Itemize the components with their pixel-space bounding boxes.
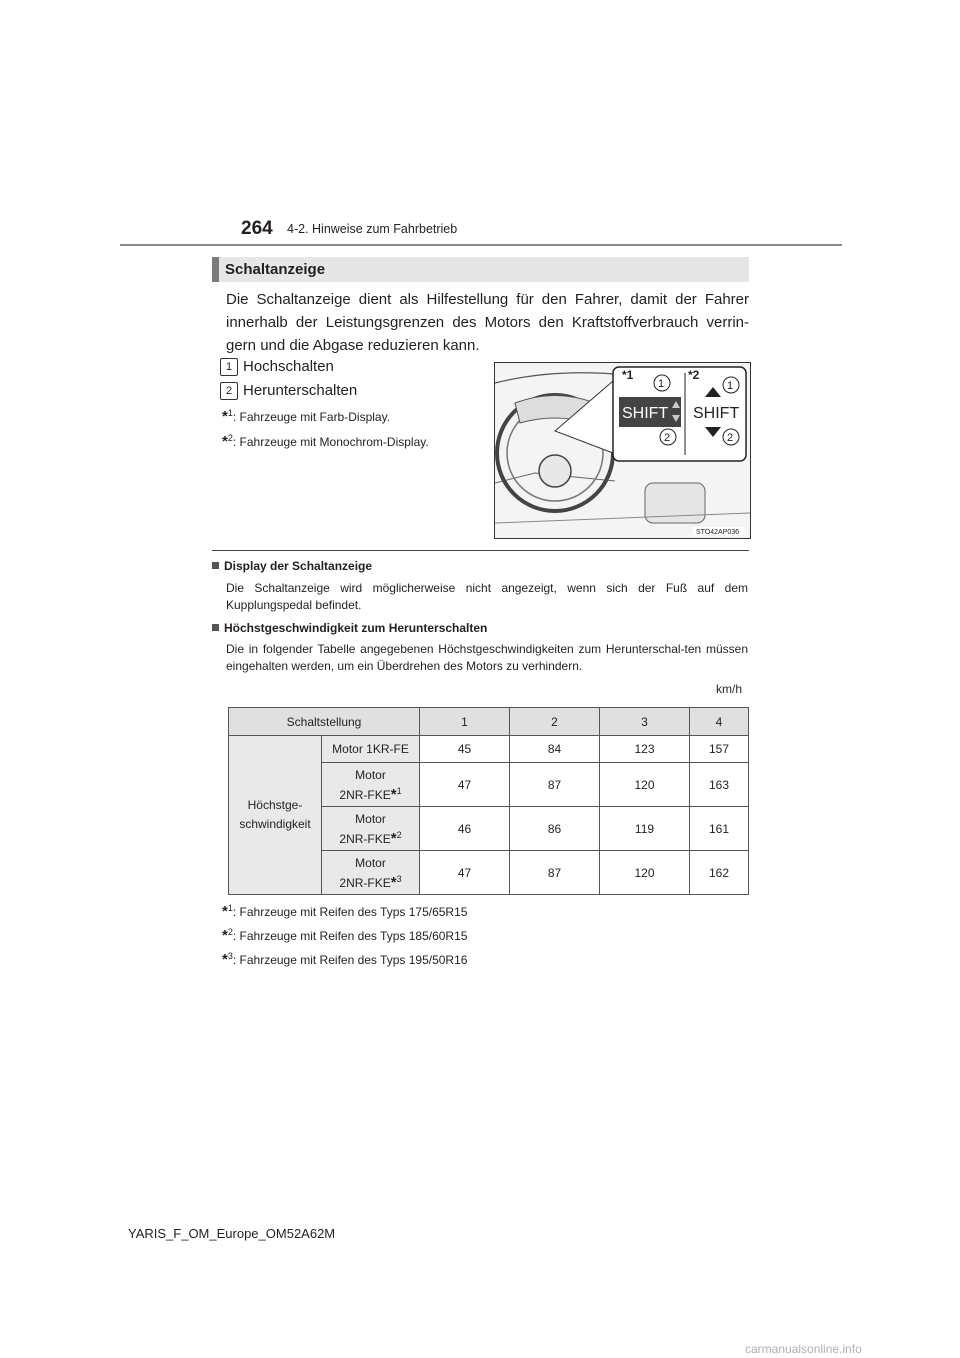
value-cell: 120 — [600, 763, 690, 807]
value-cell: 46 — [420, 807, 510, 851]
value-cell: 87 — [510, 763, 600, 807]
value-cell: 120 — [600, 851, 690, 895]
figure-code: STO42AP036 — [696, 529, 740, 536]
callout-num-1a: 1 — [658, 378, 665, 390]
intro-paragraph: Die Schaltanzeige dient als Hilfestellung für den Fahrer, damit der Fahrer innerhalb der Leistungsgrenzen des Motors den Kraftstoffverbrauch verrin-gern und die Abgase reduzieren kann. — [226, 291, 749, 354]
engine-cell: Motor 1KR-FE — [322, 736, 420, 763]
value-cell: 119 — [600, 807, 690, 851]
value-cell: 45 — [420, 736, 510, 763]
shift-label-mono: SHIFT — [693, 405, 740, 422]
header-gear: Schaltstellung — [229, 708, 420, 736]
group-label: Höchstge- schwindigkeit — [229, 736, 322, 895]
value-cell: 163 — [690, 763, 749, 807]
value-cell: 84 — [510, 736, 600, 763]
header-gear-1: 1 — [420, 708, 510, 736]
header-gear-3: 3 — [600, 708, 690, 736]
note-color-display: *$^1$: Fahrzeuge mit Farb-Display. — [222, 408, 391, 425]
callout-mark-2: *2 — [688, 368, 700, 382]
speed-table — [228, 707, 749, 895]
engine-cell: Motor 2NR-FKE*$^2$ — [322, 807, 420, 851]
engine-cell: Motor 2NR-FKE*$^3$ — [322, 851, 420, 895]
value-cell: 87 — [510, 851, 600, 895]
shift-label-color: SHIFT — [622, 405, 669, 422]
item-label-downshift: Herunterschalten — [243, 382, 358, 399]
header-gear-2: 2 — [510, 708, 600, 736]
value-cell: 157 — [690, 736, 749, 763]
header-gear-4: 4 — [690, 708, 749, 736]
block-text-display: Die Schaltanzeige wird möglicherweise nicht angezeigt, wenn sich der Fuß auf dem Kupplungspedal befindet. — [226, 581, 748, 612]
item-number-1: 1 — [220, 358, 238, 376]
block-bullet-2 — [212, 624, 219, 631]
value-cell: 47 — [420, 851, 510, 895]
footnote-2: *$^2$: Fahrzeuge mit Reifen des Typs 185/60R15 — [222, 927, 468, 944]
footnote-1: *$^1$: Fahrzeuge mit Reifen des Typs 175/65R15 — [222, 903, 468, 920]
chapter-title: 4-2. Hinweise zum Fahrbetrieb — [287, 222, 458, 236]
dashboard-drawing — [495, 363, 750, 538]
value-cell: 161 — [690, 807, 749, 851]
footnote-3: *$^3$: Fahrzeuge mit Reifen des Typs 195/50R16 — [222, 951, 468, 968]
callout-num-1b: 1 — [727, 380, 734, 392]
block-heading-display: Display der Schaltanzeige — [224, 559, 373, 573]
callout-num-2a: 2 — [664, 432, 671, 444]
block-text-max-speed: Die in folgender Tabelle angegebenen Höchstgeschwindigkeiten zum Herunterschal-ten müssen eingehalten werden, um ein Überdrehen des Motors zu verhindern. — [226, 642, 748, 673]
table-header-row — [229, 708, 749, 736]
section-accent — [212, 257, 219, 282]
section-title: Schaltanzeige — [225, 261, 326, 278]
engine-cell: Motor 2NR-FKE*$^1$ — [322, 763, 420, 807]
value-cell: 86 — [510, 807, 600, 851]
header-divider — [120, 244, 842, 246]
dashboard-illustration — [494, 362, 751, 539]
callout-num-2b: 2 — [727, 432, 734, 444]
watermark[interactable]: carmanualsonline.info — [745, 1342, 862, 1356]
section-divider — [212, 550, 749, 551]
value-cell: 47 — [420, 763, 510, 807]
block-bullet-1 — [212, 562, 219, 569]
footer-code: YARIS_F_OM_Europe_OM52A62M — [128, 1226, 336, 1241]
table-row — [229, 736, 749, 763]
value-cell: 123 — [600, 736, 690, 763]
callout-mark-1: *1 — [622, 368, 634, 382]
note-mono-display: *$^2$: Fahrzeuge mit Monochrom-Display. — [222, 433, 429, 450]
value-cell: 162 — [690, 851, 749, 895]
block-heading-max-speed: Höchstgeschwindigkeit zum Herunterschalten — [224, 621, 488, 635]
section-title-bar — [212, 257, 749, 282]
unit-label: km/h — [716, 682, 743, 696]
item-label-upshift: Hochschalten — [243, 358, 334, 375]
page-number: 264 — [241, 218, 273, 239]
item-number-2: 2 — [220, 382, 238, 400]
